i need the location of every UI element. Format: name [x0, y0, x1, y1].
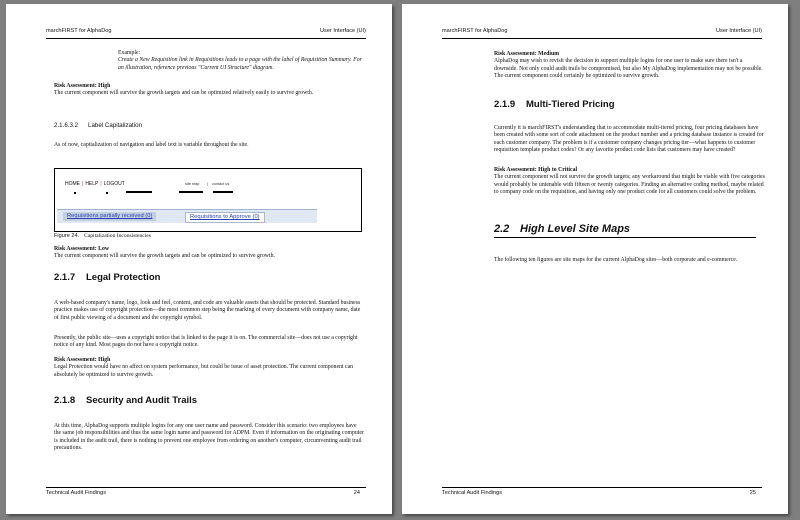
small-underline: [213, 191, 233, 193]
legal-paragraph-1: [54, 300, 364, 322]
nav-separator: |: [100, 181, 102, 187]
tab-requisitions-approve[interactable]: Requisitions to Approve (0): [185, 212, 265, 223]
figure-screenshot: [54, 168, 362, 232]
page-number: 25: [749, 490, 756, 496]
example-label: Example:: [118, 50, 141, 56]
paragraph-text: Currently it is marchFIRST's understanding that to accommodate multi-tiered pricing, four pricing databases have been created with some sort of code attachment on the product number and a pricing database instance is created for each customer company. The problem is if a customer company changes pricing tier—what happens to customer requisition template product codes? Or any favorite product code lists that customers may have created?: [494, 125, 764, 154]
section-title: High Level Site Maps: [520, 223, 631, 235]
risk-text: AlphaDog may wish to revisit the decision to support multiple logins for one user to make sure there isn't a downside. Not only could audit trails be compromised, but also My AlphaDog implementation may not be possible. The current component could certainly be optimized to survive growth.: [494, 58, 763, 80]
section-number: 2.1.6.3.2: [54, 122, 79, 129]
document-page-24: [6, 4, 392, 514]
section-number: 2.2: [494, 223, 510, 235]
figure-caption: [54, 233, 151, 239]
risk-text: The current component will survive the growth targets and can be optimized to survive growth.: [54, 253, 275, 260]
example-text: Create a New Requisition link in Requisitions leads to a page with the label of Requisition Summary. For an illustration, reference previous "Current UI Structure" diagram.: [118, 57, 362, 71]
label-cap-paragraph: [54, 142, 364, 149]
risk-block-low: [54, 246, 364, 261]
risk-block-medium: [494, 51, 766, 81]
risk-text: The current component will not survive the growth targets; any workaround that might be viable with five categories would probably be untenable with fifteen or twenty categories. Finding an alternative coding method, maybe related to company code on the requisition, and having only one product code for all customers could solve the problem.: [494, 174, 765, 196]
page-footer: [46, 487, 366, 498]
section-heading-219: [494, 101, 766, 108]
risk-label: Risk Assessment: Low: [54, 246, 110, 252]
page-header: [46, 26, 366, 39]
section-heading-22: [494, 223, 756, 238]
nav-underline: [126, 191, 152, 193]
nav-home-link[interactable]: HOME: [65, 181, 80, 187]
sitemaps-paragraph: [494, 257, 766, 264]
small-separator: |: [207, 182, 208, 186]
page-header: [442, 26, 762, 39]
page-footer: [442, 487, 762, 498]
risk-text: The current component will survive the growth targets and can be optimized relatively easily to survive growth.: [54, 90, 314, 97]
paragraph-text: A web-based company's name, logo, look and feel, content, and code are valuable assets that should be protected. Standard business practice makes use of copyright protection—the most common step being the marking of every document with company name, date of first public viewing of a document and the copyright symbol.: [54, 300, 361, 321]
header-company: marchFIRST for AlphaDog: [46, 28, 112, 34]
header-section: User Interface (UI): [319, 28, 366, 34]
paragraph-text: The following ten figures are site maps for the current AlphaDog sites—both corporate and e-commerce.: [494, 257, 738, 263]
footer-title: Technical Audit Findings: [442, 490, 503, 496]
risk-block-critical: [494, 167, 766, 197]
example-block: [118, 50, 364, 72]
section-heading-217: [54, 274, 364, 281]
section-title: Multi-Tiered Pricing: [526, 99, 615, 110]
tab-requisitions-received[interactable]: Requisitions partially received (0): [63, 212, 156, 221]
section-title: Security and Audit Trails: [86, 395, 198, 406]
paragraph-text: At this time, AlphaDog supports multiple logins for any one user name and password. Consider this scenario: two employees have the same job responsibilities and thus the same login name and password for ADPM. Even if information on the originating computer is included in the audit trail, there is nothing to prevent one employee from ordering on another's computer, circumventing audit trail precautions.: [54, 423, 364, 452]
figure-nav: [65, 181, 125, 187]
risk-block-high-2: [54, 357, 364, 379]
nav-dot: [106, 192, 108, 194]
footer-title: Technical Audit Findings: [46, 490, 107, 496]
section-heading-218: [54, 397, 364, 404]
nav-dot: [74, 192, 76, 194]
risk-label: Risk Assessment: Medium: [494, 51, 560, 57]
section-number: 2.1.9: [494, 99, 516, 110]
risk-label: Risk Assessment: High: [54, 357, 111, 363]
nav-help-link[interactable]: HELP: [85, 181, 99, 187]
paragraph-text: Presently, the public site—uses a copyright notice that is linked to the page it is on. The commercial site—does not use a copyright notice of any kind. Most pages do not have a copyright notice.: [54, 335, 358, 349]
document-page-25: [402, 4, 788, 514]
pricing-paragraph: [494, 125, 766, 155]
figure-label: Figure 24.: [54, 233, 80, 239]
site-map-link[interactable]: site map: [185, 182, 200, 186]
header-section: User Interface (UI): [715, 28, 762, 34]
caption-text: Capitalization Inconsistencies: [84, 233, 151, 239]
section-title: Label Capitalization: [88, 122, 143, 129]
small-underline: [179, 191, 203, 193]
risk-text: Legal Protection would have no affect on system performance, but could be issue of asset protection. The current component can absolutely be optimized to survive growth.: [54, 364, 354, 378]
requisition-tab-bar: [57, 209, 317, 223]
risk-label: Risk Assessment: High to Critical: [494, 167, 578, 173]
section-title: Legal Protection: [86, 272, 161, 283]
nav-logout-link[interactable]: LOGOUT: [103, 181, 125, 187]
paragraph-text: As of now, capitalization of navigation and label text is variable throughout the site.: [54, 142, 249, 148]
contact-us-link[interactable]: contact us: [212, 182, 230, 186]
section-number: 2.1.8: [54, 395, 76, 406]
subsection-heading: [54, 122, 364, 129]
header-company: marchFIRST for AlphaDog: [442, 28, 508, 34]
risk-block-high-1: [54, 83, 364, 98]
nav-separator: |: [82, 181, 84, 187]
security-paragraph: [54, 423, 364, 453]
page-number: 24: [353, 490, 360, 496]
section-number: 2.1.7: [54, 272, 76, 283]
risk-label: Risk Assessment: High: [54, 83, 111, 89]
legal-paragraph-2: [54, 335, 364, 350]
